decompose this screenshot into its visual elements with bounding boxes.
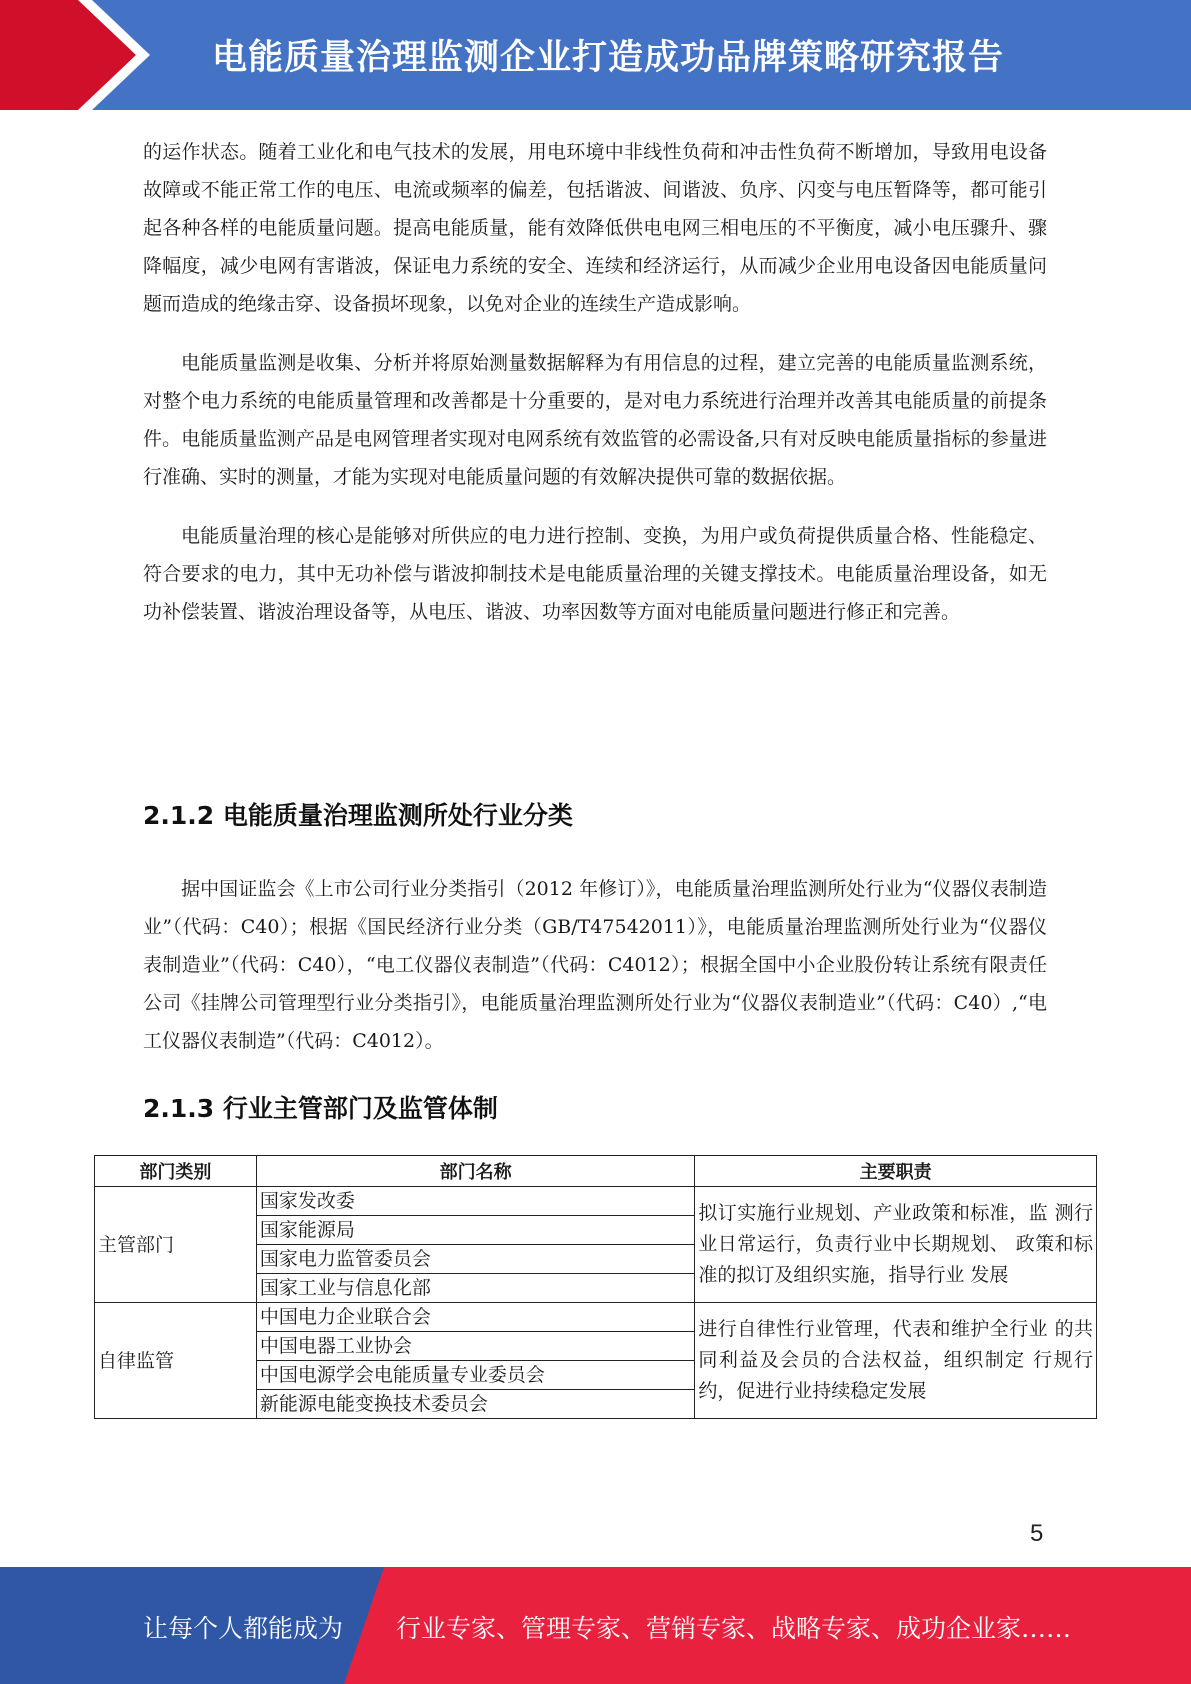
column-header-duty: 主要职责 <box>695 1156 1097 1187</box>
regulatory-table <box>94 1155 1097 1419</box>
section-heading-2-1-3: 2.1.3 行业主管部门及监管体制 <box>143 1094 498 1123</box>
column-header-category: 部门类别 <box>95 1156 257 1187</box>
duty-cell: 进行自律性行业管理，代表和维护全行业 的共同利益及会员的合法权益，组织制定 行规行约，促进行业持续稳定发展 <box>695 1303 1097 1419</box>
intro-section <box>143 133 1047 631</box>
page-header <box>0 0 1191 110</box>
classification-section <box>143 870 1047 1060</box>
department-cell: 中国电源学会电能质量专业委员会 <box>256 1361 695 1390</box>
section-heading-2-1-2: 2.1.2 电能质量治理监测所处行业分类 <box>143 801 573 830</box>
table-row <box>95 1187 1097 1216</box>
page-number: 5 <box>1030 1520 1044 1547</box>
department-cell: 国家能源局 <box>256 1216 695 1245</box>
department-cell: 国家发改委 <box>256 1187 695 1216</box>
page-footer <box>0 1567 1191 1684</box>
paragraph-governance: 电能质量治理的核心是能够对所供应的电力进行控制、变换，为用户或负荷提供质量合格、性能稳定、符合要求的电力，其中无功补偿与谐波抑制技术是电能质量治理的关键支撑技术。电能质量治理设备，如无功补偿装置、谐波治理设备等，从电压、谐波、功率因数等方面对电能质量问题进行修正和完善。 <box>143 525 1047 623</box>
table-row <box>95 1303 1097 1332</box>
department-cell: 中国电力企业联合会 <box>256 1303 695 1332</box>
department-cell: 国家工业与信息化部 <box>256 1274 695 1303</box>
header-arrow-icon <box>0 0 200 110</box>
paragraph-continuation: 的运作状态。随着工业化和电气技术的发展，用电环境中非线性负荷和冲击性负荷不断增加，导致用电设备故障或不能正常工作的电压、电流或频率的偏差，包括谐波、间谐波、负序、闪变与电压暂降等，都可能引起各种各样的电能质量问题。提高电能质量，能有效降低供电电网三相电压的不平衡度，减小电压骤升、骤降幅度，减少电网有害谐波，保证电力系统的安全、连续和经济运行，从而减少企业用电设备因电能质量问题而造成的绝缘击穿、设备损坏现象，以免对企业的连续生产造成影响。 <box>143 141 1047 315</box>
header-title: 电能质量治理监测企业打造成功品牌策略研究报告 <box>212 38 1005 78</box>
footer-slogan-left: 让每个人都能成为 <box>143 1614 344 1643</box>
paragraph-monitoring: 电能质量监测是收集、分析并将原始测量数据解释为有用信息的过程，建立完善的电能质量监测系统，对整个电力系统的电能质量管理和改善都是十分重要的，是对电力系统进行治理并改善其电能质量的前提条件。电能质量监测产品是电网管理者实现对电网系统有效监管的必需设备,只有对反映电能质量指标的参量进行准确、实时的测量，才能为实现对电能质量问题的有效解决提供可靠的数据依据。 <box>143 352 1047 488</box>
category-cell: 自律监管 <box>95 1303 257 1419</box>
category-cell: 主管部门 <box>95 1187 257 1303</box>
department-cell: 新能源电能变换技术委员会 <box>256 1390 695 1419</box>
department-cell: 国家电力监管委员会 <box>256 1245 695 1274</box>
column-header-department: 部门名称 <box>256 1156 695 1187</box>
table-header-row <box>95 1156 1097 1187</box>
department-cell: 中国电器工业协会 <box>256 1332 695 1361</box>
paragraph-classification: 据中国证监会《上市公司行业分类指引（2012 年修订）》，电能质量治理监测所处行业为“仪器仪表制造业”（代码：C40）；根据《国民经济行业分类（GB/T47542011）》，电能质量治理监测所处行业为“仪器仪表制造业”（代码：C40），“电工仪器仪表制造”（代码：C4012）；根据全国中小企业股份转让系统有限责任公司《挂牌公司管理型行业分类指引》，电能质量治理监测所处行业为“仪器仪表制造业”（代码：C40）,“电工仪器仪表制造”（代码：C4012）。 <box>143 878 1047 1052</box>
footer-slogan-right: 行业专家、管理专家、营销专家、战略专家、成功企业家…… <box>396 1614 1072 1643</box>
duty-cell: 拟订实施行业规划、产业政策和标准，监 测行业日常运行，负责行业中长期规划、 政策和标准的拟订及组织实施，指导行业 发展 <box>695 1187 1097 1303</box>
